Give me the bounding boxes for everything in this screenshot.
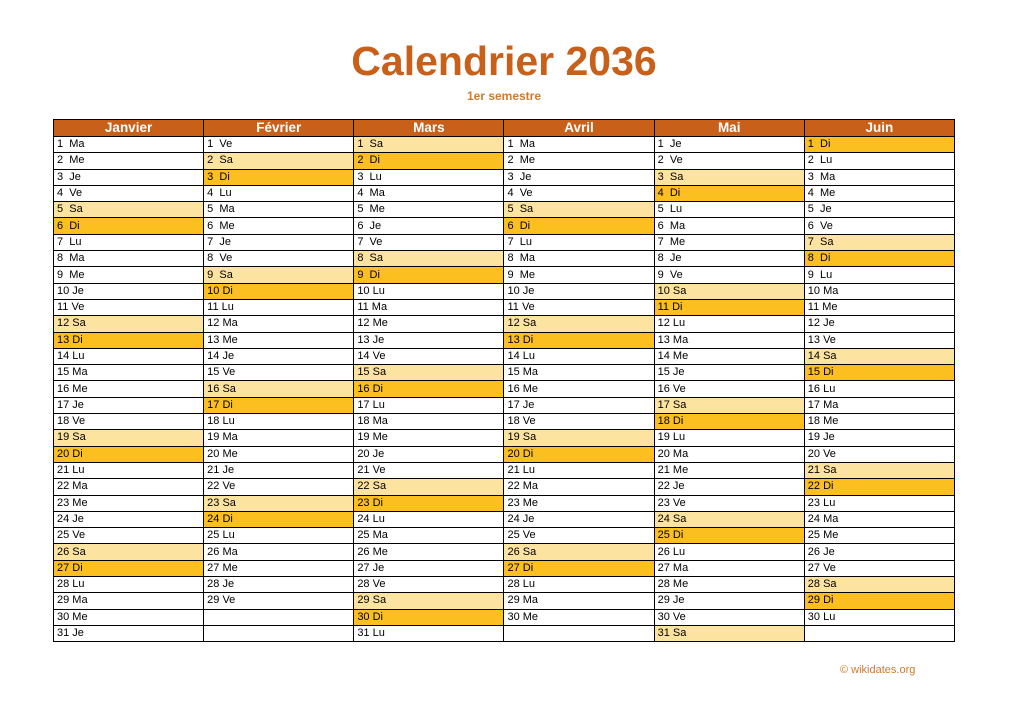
day-cell: 16 Lu xyxy=(804,381,954,397)
day-cell: 4 Ve xyxy=(54,185,204,201)
day-cell: 22 Di xyxy=(804,479,954,495)
day-cell: 29 Je xyxy=(654,593,804,609)
day-cell: 9 Ve xyxy=(654,267,804,283)
table-row xyxy=(54,251,955,267)
day-cell: 24 Je xyxy=(54,511,204,527)
day-cell: 11 Ma xyxy=(354,299,504,315)
month-header-3: Avril xyxy=(504,120,654,137)
page-subtitle: 1er semestre xyxy=(466,89,542,103)
day-cell: 1 Ma xyxy=(54,137,204,153)
day-cell: 10 Je xyxy=(504,283,654,299)
table-row xyxy=(54,185,955,201)
day-cell: 17 Sa xyxy=(654,397,804,413)
day-cell: 28 Me xyxy=(654,577,804,593)
day-cell: 4 Ma xyxy=(354,185,504,201)
day-cell: 2 Lu xyxy=(804,153,954,169)
table-row xyxy=(54,528,955,544)
table-row xyxy=(54,137,955,153)
day-cell: 15 Di xyxy=(804,365,954,381)
table-row xyxy=(54,365,955,381)
day-cell: 7 Lu xyxy=(504,234,654,250)
day-cell: 5 Sa xyxy=(54,202,204,218)
day-cell: 30 Ve xyxy=(654,609,804,625)
month-header-0: Janvier xyxy=(54,120,204,137)
table-row xyxy=(54,153,955,169)
day-cell: 28 Lu xyxy=(504,577,654,593)
table-row xyxy=(54,299,955,315)
day-cell: 1 Ma xyxy=(504,137,654,153)
day-cell: 7 Ve xyxy=(354,234,504,250)
day-cell: 5 Me xyxy=(354,202,504,218)
month-header-row xyxy=(54,120,955,137)
day-cell: 10 Di xyxy=(204,283,354,299)
day-cell: 3 Lu xyxy=(354,169,504,185)
day-cell: 11 Di xyxy=(654,299,804,315)
day-cell: 31 Lu xyxy=(354,625,504,641)
day-cell: 24 Ma xyxy=(804,511,954,527)
day-cell: 25 Lu xyxy=(204,528,354,544)
day-cell: 30 Me xyxy=(54,609,204,625)
copyright-text: © wikidates.org xyxy=(840,664,916,676)
day-cell: 18 Ve xyxy=(504,414,654,430)
day-cell: 14 Lu xyxy=(54,348,204,364)
day-cell: 24 Sa xyxy=(654,511,804,527)
day-cell: 23 Me xyxy=(54,495,204,511)
day-cell: 3 Je xyxy=(54,169,204,185)
day-cell: 25 Ma xyxy=(354,528,504,544)
day-cell: 12 Sa xyxy=(504,316,654,332)
day-cell: 17 Je xyxy=(54,397,204,413)
table-row xyxy=(54,316,955,332)
day-cell: 26 Me xyxy=(354,544,504,560)
day-cell: 15 Ma xyxy=(504,365,654,381)
table-row xyxy=(54,625,955,641)
day-cell: 13 Di xyxy=(54,332,204,348)
table-row xyxy=(54,462,955,478)
day-cell: 16 Di xyxy=(354,381,504,397)
day-cell: 15 Ma xyxy=(54,365,204,381)
day-cell: 8 Ma xyxy=(54,251,204,267)
day-cell: 19 Lu xyxy=(654,430,804,446)
day-cell: 25 Me xyxy=(804,528,954,544)
day-cell: 23 Me xyxy=(504,495,654,511)
table-row xyxy=(54,267,955,283)
day-cell: 3 Sa xyxy=(654,169,804,185)
day-cell: 6 Di xyxy=(54,218,204,234)
day-cell: 10 Lu xyxy=(354,283,504,299)
day-cell: 22 Ve xyxy=(204,479,354,495)
empty-cell xyxy=(204,625,354,641)
day-cell: 8 Di xyxy=(804,251,954,267)
day-cell: 11 Ve xyxy=(54,299,204,315)
table-row xyxy=(54,446,955,462)
day-cell: 6 Je xyxy=(354,218,504,234)
table-row xyxy=(54,560,955,576)
day-cell: 12 Sa xyxy=(54,316,204,332)
day-cell: 26 Sa xyxy=(54,544,204,560)
month-header-5: Juin xyxy=(804,120,954,137)
day-cell: 22 Ma xyxy=(54,479,204,495)
day-cell: 7 Je xyxy=(204,234,354,250)
table-row xyxy=(54,414,955,430)
day-cell: 9 Di xyxy=(354,267,504,283)
day-cell: 9 Me xyxy=(504,267,654,283)
day-cell: 7 Lu xyxy=(54,234,204,250)
day-cell: 13 Ma xyxy=(654,332,804,348)
day-cell: 14 Ve xyxy=(354,348,504,364)
day-cell: 27 Me xyxy=(204,560,354,576)
month-header-1: Février xyxy=(204,120,354,137)
day-cell: 22 Sa xyxy=(354,479,504,495)
day-cell: 22 Je xyxy=(654,479,804,495)
day-cell: 3 Je xyxy=(504,169,654,185)
table-row xyxy=(54,332,955,348)
table-row xyxy=(54,479,955,495)
day-cell: 15 Ve xyxy=(204,365,354,381)
day-cell: 28 Je xyxy=(204,577,354,593)
day-cell: 14 Je xyxy=(204,348,354,364)
day-cell: 7 Sa xyxy=(804,234,954,250)
day-cell: 3 Di xyxy=(204,169,354,185)
day-cell: 19 Je xyxy=(804,430,954,446)
table-row xyxy=(54,609,955,625)
day-cell: 24 Lu xyxy=(354,511,504,527)
day-cell: 4 Ve xyxy=(504,185,654,201)
day-cell: 26 Lu xyxy=(654,544,804,560)
day-cell: 29 Ve xyxy=(204,593,354,609)
calendar-header xyxy=(54,120,955,137)
day-cell: 13 Me xyxy=(204,332,354,348)
table-row xyxy=(54,544,955,560)
day-cell: 2 Di xyxy=(354,153,504,169)
day-cell: 25 Ve xyxy=(504,528,654,544)
day-cell: 13 Di xyxy=(504,332,654,348)
day-cell: 1 Ve xyxy=(204,137,354,153)
day-cell: 20 Di xyxy=(504,446,654,462)
day-cell: 20 Ma xyxy=(654,446,804,462)
day-cell: 21 Sa xyxy=(804,462,954,478)
calendar-table xyxy=(53,119,955,642)
table-row xyxy=(54,577,955,593)
day-cell: 14 Me xyxy=(654,348,804,364)
day-cell: 17 Je xyxy=(504,397,654,413)
day-cell: 1 Sa xyxy=(354,137,504,153)
day-cell: 20 Ve xyxy=(804,446,954,462)
day-cell: 24 Di xyxy=(204,511,354,527)
day-cell: 17 Ma xyxy=(804,397,954,413)
day-cell: 11 Me xyxy=(804,299,954,315)
day-cell: 6 Ma xyxy=(654,218,804,234)
day-cell: 18 Di xyxy=(654,414,804,430)
calendar-body xyxy=(54,137,955,642)
day-cell: 7 Me xyxy=(654,234,804,250)
day-cell: 14 Lu xyxy=(504,348,654,364)
day-cell: 16 Ve xyxy=(654,381,804,397)
day-cell: 16 Me xyxy=(54,381,204,397)
day-cell: 23 Lu xyxy=(804,495,954,511)
day-cell: 21 Me xyxy=(654,462,804,478)
day-cell: 31 Sa xyxy=(654,625,804,641)
table-row xyxy=(54,495,955,511)
day-cell: 5 Ma xyxy=(204,202,354,218)
day-cell: 16 Sa xyxy=(204,381,354,397)
day-cell: 9 Lu xyxy=(804,267,954,283)
table-row xyxy=(54,397,955,413)
day-cell: 1 Di xyxy=(804,137,954,153)
day-cell: 29 Ma xyxy=(54,593,204,609)
day-cell: 12 Ma xyxy=(204,316,354,332)
day-cell: 28 Ve xyxy=(354,577,504,593)
table-row xyxy=(54,169,955,185)
day-cell: 27 Di xyxy=(54,560,204,576)
day-cell: 10 Je xyxy=(54,283,204,299)
day-cell: 15 Sa xyxy=(354,365,504,381)
table-row xyxy=(54,218,955,234)
day-cell: 26 Ma xyxy=(204,544,354,560)
day-cell: 17 Lu xyxy=(354,397,504,413)
day-cell: 11 Ve xyxy=(504,299,654,315)
table-row xyxy=(54,511,955,527)
day-cell: 28 Sa xyxy=(804,577,954,593)
month-header-4: Mai xyxy=(654,120,804,137)
day-cell: 22 Ma xyxy=(504,479,654,495)
day-cell: 23 Sa xyxy=(204,495,354,511)
table-row xyxy=(54,283,955,299)
day-cell: 9 Sa xyxy=(204,267,354,283)
day-cell: 8 Ve xyxy=(204,251,354,267)
day-cell: 26 Sa xyxy=(504,544,654,560)
day-cell: 27 Ve xyxy=(804,560,954,576)
day-cell: 20 Me xyxy=(204,446,354,462)
day-cell: 26 Je xyxy=(804,544,954,560)
day-cell: 9 Me xyxy=(54,267,204,283)
day-cell: 6 Di xyxy=(504,218,654,234)
day-cell: 18 Ve xyxy=(54,414,204,430)
day-cell: 25 Di xyxy=(654,528,804,544)
day-cell: 30 Me xyxy=(504,609,654,625)
day-cell: 10 Sa xyxy=(654,283,804,299)
day-cell: 23 Di xyxy=(354,495,504,511)
day-cell: 13 Ve xyxy=(804,332,954,348)
day-cell: 29 Ma xyxy=(504,593,654,609)
table-row xyxy=(54,430,955,446)
day-cell: 21 Je xyxy=(204,462,354,478)
day-cell: 18 Ma xyxy=(354,414,504,430)
day-cell: 2 Ve xyxy=(654,153,804,169)
day-cell: 18 Me xyxy=(804,414,954,430)
day-cell: 23 Ve xyxy=(654,495,804,511)
day-cell: 3 Ma xyxy=(804,169,954,185)
day-cell: 21 Lu xyxy=(504,462,654,478)
table-row xyxy=(54,593,955,609)
day-cell: 19 Sa xyxy=(54,430,204,446)
day-cell: 16 Me xyxy=(504,381,654,397)
day-cell: 4 Di xyxy=(654,185,804,201)
day-cell: 30 Lu xyxy=(804,609,954,625)
day-cell: 27 Ma xyxy=(654,560,804,576)
day-cell: 2 Sa xyxy=(204,153,354,169)
day-cell: 31 Je xyxy=(54,625,204,641)
day-cell: 19 Ma xyxy=(204,430,354,446)
day-cell: 30 Di xyxy=(354,609,504,625)
day-cell: 13 Je xyxy=(354,332,504,348)
day-cell: 8 Ma xyxy=(504,251,654,267)
page-title: Calendrier 2036 xyxy=(351,38,657,84)
day-cell: 6 Ve xyxy=(804,218,954,234)
day-cell: 27 Je xyxy=(354,560,504,576)
day-cell: 25 Ve xyxy=(54,528,204,544)
table-row xyxy=(54,381,955,397)
empty-cell xyxy=(204,609,354,625)
empty-cell xyxy=(504,625,654,641)
day-cell: 5 Lu xyxy=(654,202,804,218)
day-cell: 29 Di xyxy=(804,593,954,609)
day-cell: 20 Di xyxy=(54,446,204,462)
day-cell: 21 Ve xyxy=(354,462,504,478)
day-cell: 20 Je xyxy=(354,446,504,462)
day-cell: 1 Je xyxy=(654,137,804,153)
day-cell: 12 Me xyxy=(354,316,504,332)
day-cell: 15 Je xyxy=(654,365,804,381)
day-cell: 18 Lu xyxy=(204,414,354,430)
day-cell: 11 Lu xyxy=(204,299,354,315)
day-cell: 28 Lu xyxy=(54,577,204,593)
month-header-2: Mars xyxy=(354,120,504,137)
day-cell: 27 Di xyxy=(504,560,654,576)
day-cell: 21 Lu xyxy=(54,462,204,478)
day-cell: 6 Me xyxy=(204,218,354,234)
day-cell: 10 Ma xyxy=(804,283,954,299)
day-cell: 8 Sa xyxy=(354,251,504,267)
table-row xyxy=(54,348,955,364)
day-cell: 4 Me xyxy=(804,185,954,201)
day-cell: 14 Sa xyxy=(804,348,954,364)
day-cell: 5 Je xyxy=(804,202,954,218)
day-cell: 17 Di xyxy=(204,397,354,413)
day-cell: 5 Sa xyxy=(504,202,654,218)
table-row xyxy=(54,202,955,218)
day-cell: 4 Lu xyxy=(204,185,354,201)
day-cell: 8 Je xyxy=(654,251,804,267)
day-cell: 29 Sa xyxy=(354,593,504,609)
day-cell: 19 Me xyxy=(354,430,504,446)
day-cell: 24 Je xyxy=(504,511,654,527)
day-cell: 2 Me xyxy=(54,153,204,169)
day-cell: 19 Sa xyxy=(504,430,654,446)
table-row xyxy=(54,234,955,250)
day-cell: 12 Je xyxy=(804,316,954,332)
day-cell: 2 Me xyxy=(504,153,654,169)
day-cell: 12 Lu xyxy=(654,316,804,332)
empty-cell xyxy=(804,625,954,641)
